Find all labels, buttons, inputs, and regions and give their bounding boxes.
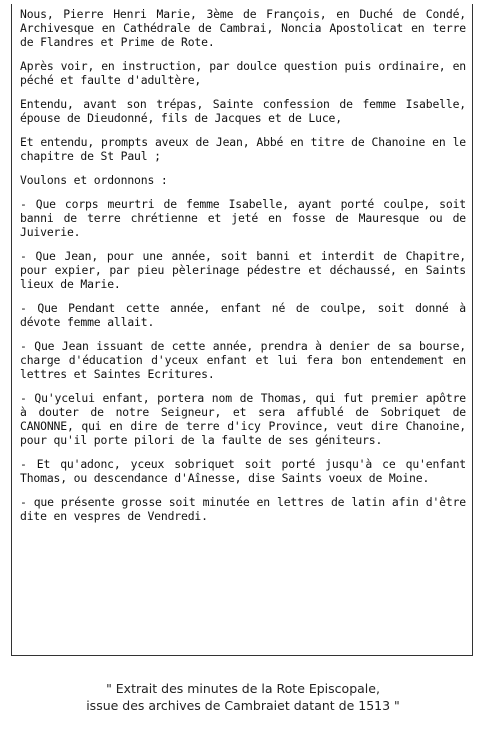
paragraph-isabelle: - Que corps meurtri de femme Isabelle, ayant porté coulpe, soit banni de terre chrétienne et jeté en fosse de Mauresque ou de Juiverie. [20,197,466,239]
paragraph-confession: Entendu, avant son trépas, Sainte confession de femme Isabelle, épouse de Dieudonné, fils de Jacques et de Luce, [20,97,466,125]
caption-line-2: issue des archives de Cambraiet datant de 1513 " [86,698,400,713]
paragraph-instruction: Après voir, en instruction, par doulce question puis ordinaire, en péché et faulte d'adultère, [20,59,466,87]
paragraph-sobriquet: - Et qu'adonc, yceux sobriquet soit porté jusqu'à ce qu'enfant Thomas, ou descendance d'Aînesse, dise Saints voeux de Moine. [20,457,466,485]
paragraph-jean-banni: - Que Jean, pour une année, soit banni et interdit de Chapitre, pour expier, par pieu pèlerinage pédestre et déchaussé, en Saints lieux de Marie. [20,249,466,291]
paragraph-enfant: - Que Pendant cette année, enfant né de coulpe, soit donné à dévote femme allait. [20,301,466,329]
caption-line-1: " Extrait des minutes de la Rote Episcopale, [106,681,380,696]
document-frame [11,4,473,656]
paragraph-thomas: - Qu'ycelui enfant, portera nom de Thomas, qui fut premier apôtre à douter de notre Seigneur, et sera affublé de Sobriquet de CANONNE, qui en dire de terre d'icy Province, veut dire Chanoine, pour qu'il porte pilori de la faulte de ses géniteurs. [20,391,466,447]
paragraph-preamble: Nous, Pierre Henri Marie, 3ème de François, en Duché de Condé, Archivesque en Cathédrale de Cambrai, Noncia Apostolicat en terre de Flandres et Prime de Rote. [20,7,466,49]
paragraph-aveux: Et entendu, prompts aveux de Jean, Abbé en titre de Chanoine en le chapitre de St Paul ; [20,135,466,163]
paragraph-latin: - que présente grosse soit minutée en lettres de latin afin d'être dite en vespres de Vendredi. [20,495,466,523]
paragraph-ordonnons: Voulons et ordonnons : [20,173,168,187]
caption [0,680,486,714]
paragraph-education: - Que Jean issuant de cette année, prendra à denier de sa bourse, charge d'éducation d'yceux enfant et lui fera bon entendement en lettres et Saintes Ecritures. [20,339,466,381]
